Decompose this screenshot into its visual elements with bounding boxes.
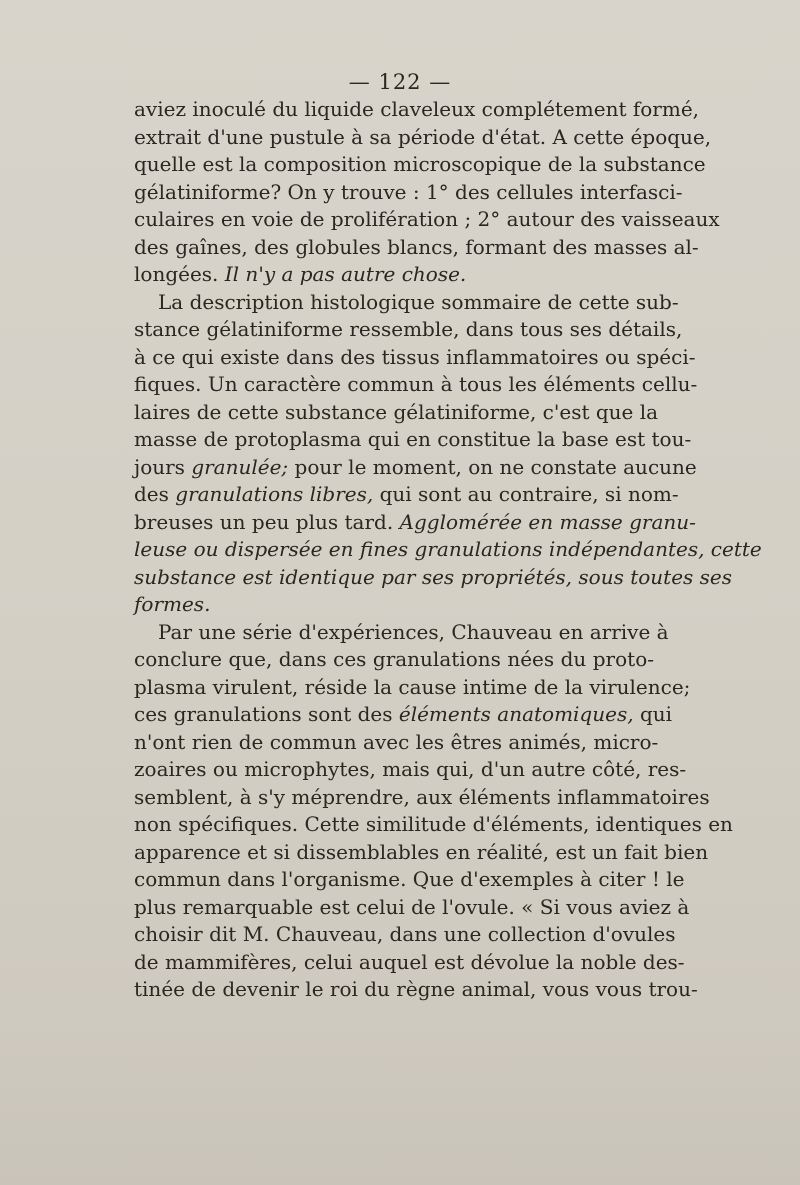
line-text: ces granulations sont des (134, 702, 393, 726)
body-text (134, 96, 762, 1004)
line-italic: Agglomérée en masse granu- (399, 509, 696, 534)
line-text: qui sont au contraire, si nom- (379, 482, 679, 506)
line-italic: granulations libres, (175, 482, 374, 506)
text-line (134, 949, 685, 977)
text-line (134, 674, 691, 702)
line-text: apparence et si dissemblables en réalité, est un fait bien (134, 839, 709, 864)
line-text: jours (134, 454, 185, 479)
text-line (134, 564, 733, 592)
line-text: choisir dit M. Chauveau, dans une collection d'ovules (134, 922, 676, 946)
text-line (134, 399, 659, 427)
line-italic: granulée; (191, 454, 289, 479)
line-text: fiques. Un caractère commun à tous les éléments cellu- (134, 372, 698, 396)
text-line (134, 509, 696, 537)
line-italic: Il n'y a pas autre chose. (224, 262, 467, 286)
text-line (134, 894, 690, 922)
text-line (134, 151, 706, 179)
line-text: extrait d'une pustule à sa période d'état. A cette époque, (134, 124, 712, 149)
line-italic: éléments anatomiques, (398, 702, 634, 726)
line-text: breuses un peu plus tard. (134, 509, 394, 534)
text-line (134, 866, 685, 894)
line-text: des (134, 482, 169, 506)
line-text: gélatiniforme? On y trouve : 1° des cellules interfasci- (134, 179, 683, 204)
text-line (134, 124, 712, 152)
line-text: qui (639, 702, 673, 726)
line-text: plus remarquable est celui de l'ovule. « Si vous aviez à (134, 894, 690, 919)
line-text: longées. (134, 262, 219, 286)
line-text: zoaires ou microphytes, mais qui, d'un autre côté, res- (134, 757, 687, 781)
line-text: masse de protoplasma qui en constitue la base est tou- (134, 427, 692, 451)
text-line (134, 591, 654, 619)
text-line (134, 619, 669, 647)
page-number: — 122 — (348, 70, 452, 94)
text-line (134, 206, 720, 234)
text-line (134, 234, 699, 262)
line-text: aviez inoculé du liquide claveleux complétement formé, (134, 97, 700, 121)
text-line (134, 371, 698, 399)
line-text: n'ont rien de commun avec les êtres animés, micro- (134, 729, 659, 754)
text-line (134, 481, 679, 509)
text-line (134, 784, 710, 812)
line-text: semblent, à s'y méprendre, aux éléments inflammatoires (134, 784, 710, 809)
text-line (134, 179, 683, 207)
line-text: stance gélatiniforme ressemble, dans tous ses détails, (134, 317, 683, 341)
text-line (134, 536, 762, 564)
text-line (134, 261, 654, 289)
line-text: des gaînes, des globules blancs, formant des masses al- (134, 234, 699, 259)
line-text: commun dans l'organisme. Que d'exemples à citer ! le (134, 867, 685, 891)
line-text: pour le moment, on ne constate aucune (294, 454, 697, 479)
line-text: laires de cette substance gélatiniforme, c'est que la (134, 399, 659, 424)
line-text: de mammifères, celui auquel est dévolue la noble des- (134, 949, 685, 974)
line-text: à ce qui existe dans des tissus inflammatoires ou spéci- (134, 344, 696, 369)
line-text: La description histologique sommaire de cette sub- (158, 289, 679, 314)
line-italic: formes. (134, 592, 211, 616)
line-text: quelle est la composition microscopique de la substance (134, 152, 706, 176)
line-text: plasma virulent, réside la cause intime de la virulence; (134, 674, 691, 699)
line-text: tinée de devenir le roi du règne animal, vous vous trou- (134, 977, 698, 1001)
text-line (134, 426, 692, 454)
line-italic: leuse ou dispersée en fines granulations indépendantes, cette (134, 537, 762, 561)
text-line (134, 729, 659, 757)
line-italic: substance est identique par ses propriétés, sous toutes ses (134, 564, 733, 589)
line-text: non spécifiques. Cette similitude d'éléments, identiques en (134, 812, 733, 836)
text-line (134, 811, 733, 839)
line-text: Par une série d'expériences, Chauveau en arrive à (158, 619, 669, 644)
text-line (134, 701, 673, 729)
line-text: conclure que, dans ces granulations nées du proto- (134, 647, 654, 671)
text-line (134, 316, 683, 344)
line-text: culaires en voie de prolifération ; 2° autour des vaisseaux (134, 207, 720, 231)
text-line (134, 756, 687, 784)
text-line (134, 289, 679, 317)
text-line (134, 976, 698, 1004)
text-line (134, 921, 676, 949)
text-line (134, 454, 697, 482)
text-line (134, 646, 654, 674)
text-line (134, 839, 709, 867)
text-line (134, 96, 700, 124)
text-line (134, 344, 696, 372)
